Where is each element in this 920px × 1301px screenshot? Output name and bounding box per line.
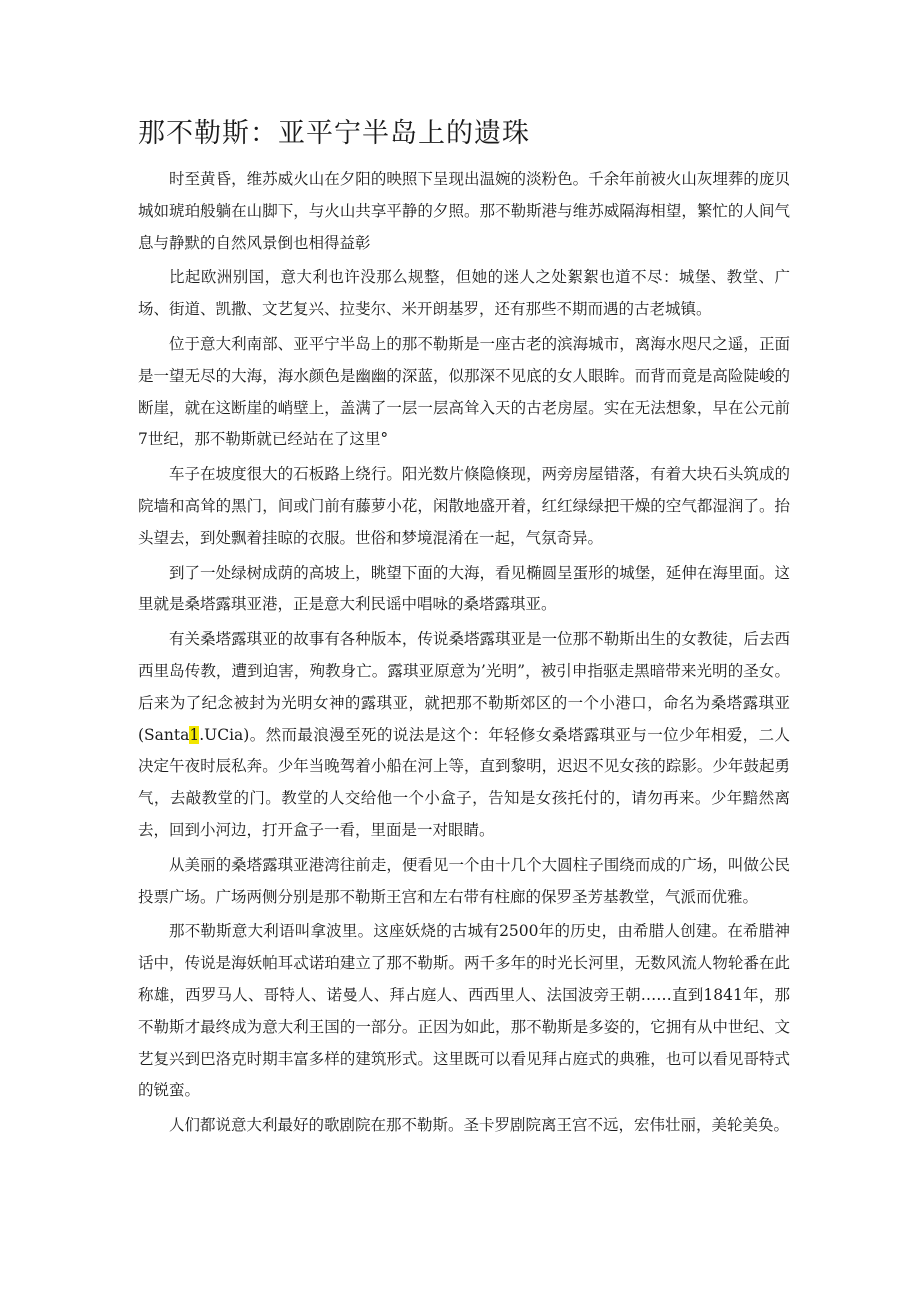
paragraph: 位于意大利南部、亚平宁半岛上的那不勒斯是一座古老的滨海城市，离海水咫尺之遥，正面是一望无尽的大海，海水颜色是幽幽的深蓝，似那深不见底的女人眼眸。而背而竟是高险陡峻的断崖，就在这断崖的峭壁上，盖满了一层一层高耸入天的古老房屋。实在无法想象，早在公元前7世纪，那不勒斯就已经站在了这里° — [138, 334, 790, 449]
paragraph-text: .UCia)。然而最浪漫至死的说法是这个：年轻修女桑塔露琪亚与一位少年相爱，二人决定午夜时辰私奔。少年当晚驾着小船在河上等，直到黎明，迟迟不见女孩的踪影。少年鼓起勇气，去敲教堂的门。教堂的人交给他一个小盒子，告知是女孩托付的，请勿再来。少年黯然离去，回到小河边，打开盒子一看，里面是一对眼睛。 — [138, 725, 790, 839]
paragraph-santa-lucia — [138, 624, 790, 847]
paragraph: 人们都说意大利最好的歌剧院在那不勒斯。圣卡罗剧院离王宫不远，宏伟壮丽，美轮美奂。 — [169, 1116, 790, 1135]
paragraph: 那不勒斯意大利语叫拿波里。这座妖烧的古城有2500年的历史，由希腊人创建。在希腊神话中，传说是海妖帕耳忒诺珀建立了那不勒斯。两千多年的时光长河里，无数风流人物轮番在此称雄，西罗马人、哥特人、诺曼人、拜占庭人、西西里人、法国波旁王朝……直到1841年，那不勒斯才最终成为意大利王国的一部分。正因为如此，那不勒斯是多姿的，它拥有从中世纪、文艺复兴到巴洛克时期丰富多样的建筑形式。这里既可以看见拜占庭式的典雅，也可以看见哥特式的锐蛮。 — [138, 922, 790, 1100]
paragraph: 从美丽的桑塔露琪亚港湾往前走，便看见一个由十几个大圆柱子围绕而成的广场，叫做公民投票广场。广场两侧分别是那不勒斯王宫和左右带有柱廊的保罗圣芳基教堂，气派而优雅。 — [138, 855, 790, 906]
highlighted-text: 1 — [189, 725, 200, 744]
page-title: 那不勒斯：亚平宁半岛上的遗珠 — [138, 118, 530, 149]
paragraph: 比起欧洲别国，意大利也许没那么规整，但她的迷人之处絮絮也道不尽：城堡、教堂、广场、街道、凯撒、文艺复兴、拉斐尔、米开朗基罗，还有那些不期而遇的古老城镇。 — [138, 268, 790, 319]
paragraph: 时至黄昏，维苏威火山在夕阳的映照下呈现出温婉的淡粉色。千余年前被火山灰埋葬的庞贝城如琥珀般躺在山脚下，与火山共享平静的夕照。那不勒斯港与维苏威隔海相望，繁忙的人间气息与静默的自然风景倒也相得益彰 — [138, 170, 790, 252]
paragraph-text: 有关桑塔露琪亚的故事有各种版本，传说桑塔露琪亚是一位那不勒斯出生的女教徒，后去西西里岛传教，遭到迫害，殉教身亡。露琪亚原意为’光明”，被引申指驱走黑暗带来光明的圣女。后来为了纪念被封为光明女神的露琪亚，就把那不勒斯郊区的一个小港口，命名为桑塔露琪亚(Santa — [138, 630, 790, 744]
article-body — [138, 164, 790, 1145]
paragraph: 到了一处绿树成荫的高坡上，眺望下面的大海，看见椭圆呈蛋形的城堡，延伸在海里面。这里就是桑塔露琪亚港，正是意大利民谣中唱咏的桑塔露琪亚。 — [138, 563, 790, 614]
paragraph: 车子在坡度很大的石板路上绕行。阳光数片倏隐倏现，两旁房屋错落，有着大块石头筑成的院墙和高耸的黑门，间或门前有藤萝小花，闲散地盛开着，红红绿绿把干燥的空气都湿润了。抬头望去，到处飘着挂晾的衣服。世俗和梦境混淆在一起，气氛奇异。 — [138, 465, 790, 547]
